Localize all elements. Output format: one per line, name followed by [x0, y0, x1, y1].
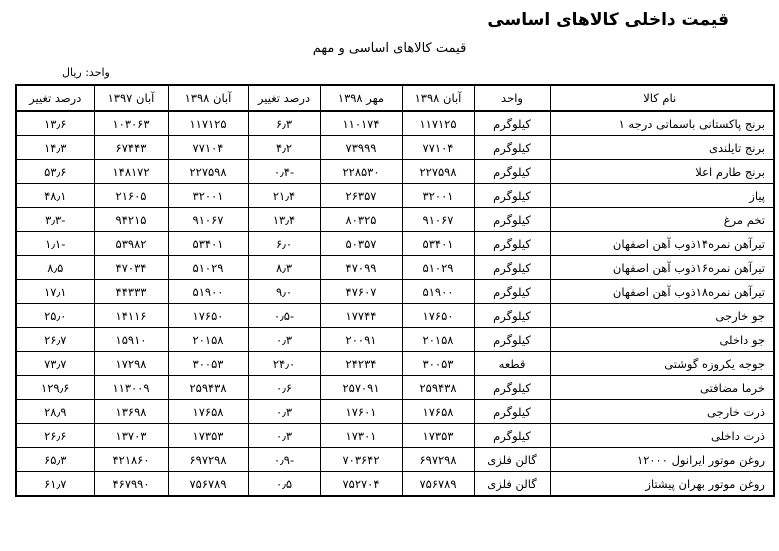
- monthly-change-cell: -۰٫۵: [248, 304, 320, 328]
- price-mehr-1398-cell: ۷۳۹۹۹: [320, 136, 402, 160]
- yearly-change-cell: ۲۶٫۷: [16, 328, 94, 352]
- unit-cell: گالن فلزی: [474, 448, 550, 472]
- header-mehr-1398: مهر ۱۳۹۸: [320, 85, 402, 111]
- price-mehr-1398-cell: ۲۶۳۵۷: [320, 184, 402, 208]
- price-aban-1398-cell: ۲۲۷۵۹۸: [402, 160, 474, 184]
- price-mehr-1398-cell: ۷۵۲۷۰۴: [320, 472, 402, 497]
- price-aban-1398-cell: ۵۱۰۲۹: [402, 256, 474, 280]
- price-mehr-1398-cell: ۱۷۷۴۴: [320, 304, 402, 328]
- price-aban-1398-yoy-cell: ۱۷۶۵۸: [168, 400, 248, 424]
- table-row: [16, 232, 774, 256]
- header-aban-1398: آبان ۱۳۹۸: [402, 85, 474, 111]
- monthly-change-cell: ۲۴٫۰: [248, 352, 320, 376]
- product-name-cell: تیرآهن نمره۱۸ذوب آهن اصفهان: [550, 280, 774, 304]
- price-aban-1398-cell: ۵۳۴۰۱: [402, 232, 474, 256]
- monthly-change-cell: ۶٫۳: [248, 111, 320, 136]
- product-name-cell: جوجه یکروزه گوشتی: [550, 352, 774, 376]
- yearly-change-cell: ۱۷٫۱: [16, 280, 94, 304]
- header-yearly-change: درصد تغییر: [16, 85, 94, 111]
- price-aban-1397-cell: ۲۱۶۰۵: [94, 184, 168, 208]
- product-name-cell: روغن موتور ایرانول ۱۲۰۰۰: [550, 448, 774, 472]
- price-aban-1398-cell: ۲۵۹۴۳۸: [402, 376, 474, 400]
- price-aban-1398-cell: ۱۷۳۵۳: [402, 424, 474, 448]
- yearly-change-cell: ۲۸٫۹: [16, 400, 94, 424]
- price-aban-1398-cell: ۳۰۰۵۳: [402, 352, 474, 376]
- monthly-change-cell: -۰٫۹: [248, 448, 320, 472]
- price-aban-1397-cell: ۴۲۱۸۶۰: [94, 448, 168, 472]
- monthly-change-cell: ۹٫۰: [248, 280, 320, 304]
- price-aban-1398-cell: ۷۵۶۷۸۹: [402, 472, 474, 497]
- page-title: قیمت داخلی کالاهای اساسی: [487, 10, 729, 30]
- price-mehr-1398-cell: ۱۱۰۱۷۴: [320, 111, 402, 136]
- price-mehr-1398-cell: ۲۰۰۹۱: [320, 328, 402, 352]
- price-mehr-1398-cell: ۴۷۰۹۹: [320, 256, 402, 280]
- unit-cell: کیلوگرم: [474, 328, 550, 352]
- product-name-cell: تیرآهن نمره۱۴ذوب آهن اصفهان: [550, 232, 774, 256]
- price-aban-1398-yoy-cell: ۵۱۰۲۹: [168, 256, 248, 280]
- unit-cell: کیلوگرم: [474, 136, 550, 160]
- unit-cell: کیلوگرم: [474, 400, 550, 424]
- yearly-change-cell: ۸٫۵: [16, 256, 94, 280]
- price-aban-1397-cell: ۱۷۲۹۸: [94, 352, 168, 376]
- price-aban-1398-yoy-cell: ۳۰۰۵۳: [168, 352, 248, 376]
- price-aban-1398-cell: ۲۰۱۵۸: [402, 328, 474, 352]
- yearly-change-cell: ۴۸٫۱: [16, 184, 94, 208]
- product-name-cell: ذرت خارجی: [550, 400, 774, 424]
- unit-cell: کیلوگرم: [474, 111, 550, 136]
- price-aban-1398-yoy-cell: ۱۱۷۱۲۵: [168, 111, 248, 136]
- price-mehr-1398-cell: ۲۴۲۳۴: [320, 352, 402, 376]
- price-aban-1397-cell: ۴۷۰۳۴: [94, 256, 168, 280]
- price-aban-1398-cell: ۱۱۷۱۲۵: [402, 111, 474, 136]
- table-row: [16, 352, 774, 376]
- price-aban-1398-yoy-cell: ۱۷۶۵۰: [168, 304, 248, 328]
- price-aban-1398-cell: ۷۷۱۰۴: [402, 136, 474, 160]
- price-mehr-1398-cell: ۱۷۶۰۱: [320, 400, 402, 424]
- monthly-change-cell: ۰٫۵: [248, 472, 320, 497]
- yearly-change-cell: ۷۳٫۷: [16, 352, 94, 376]
- unit-cell: کیلوگرم: [474, 184, 550, 208]
- unit-cell: کیلوگرم: [474, 376, 550, 400]
- price-aban-1398-cell: ۵۱۹۰۰: [402, 280, 474, 304]
- price-aban-1397-cell: ۴۶۷۹۹۰: [94, 472, 168, 497]
- price-aban-1398-yoy-cell: ۳۲۰۰۱: [168, 184, 248, 208]
- table-row: [16, 256, 774, 280]
- product-name-cell: خرما مضافتی: [550, 376, 774, 400]
- product-name-cell: جو داخلی: [550, 328, 774, 352]
- price-aban-1398-yoy-cell: ۲۵۹۴۳۸: [168, 376, 248, 400]
- price-aban-1397-cell: ۱۵۹۱۰: [94, 328, 168, 352]
- table-row: [16, 328, 774, 352]
- table-row: [16, 160, 774, 184]
- yearly-change-cell: ۶۱٫۷: [16, 472, 94, 497]
- unit-cell: کیلوگرم: [474, 424, 550, 448]
- unit-cell: گالن فلزی: [474, 472, 550, 497]
- yearly-change-cell: ۱۴٫۳: [16, 136, 94, 160]
- table-row: [16, 448, 774, 472]
- price-aban-1398-yoy-cell: ۵۱۹۰۰: [168, 280, 248, 304]
- product-name-cell: جو خارجی: [550, 304, 774, 328]
- yearly-change-cell: -۳٫۳: [16, 208, 94, 232]
- price-aban-1397-cell: ۹۴۲۱۵: [94, 208, 168, 232]
- yearly-change-cell: ۱۲۹٫۶: [16, 376, 94, 400]
- table-subtitle: قیمت کالاهای اساسی و مهم: [312, 41, 467, 56]
- header-aban-1397: آبان ۱۳۹۷: [94, 85, 168, 111]
- price-mehr-1398-cell: ۸۰۳۲۵: [320, 208, 402, 232]
- product-name-cell: برنج طارم اعلا: [550, 160, 774, 184]
- price-aban-1398-cell: ۶۹۷۲۹۸: [402, 448, 474, 472]
- price-aban-1397-cell: ۱۴۸۱۷۲: [94, 160, 168, 184]
- monthly-change-cell: ۲۱٫۴: [248, 184, 320, 208]
- header-product-name: نام کالا: [550, 85, 774, 111]
- price-aban-1398-cell: ۱۷۶۵۸: [402, 400, 474, 424]
- yearly-change-cell: -۱٫۱: [16, 232, 94, 256]
- price-aban-1397-cell: ۱۴۱۱۶: [94, 304, 168, 328]
- table-header-row: [16, 85, 774, 111]
- unit-cell: کیلوگرم: [474, 256, 550, 280]
- price-aban-1397-cell: ۱۰۳۰۶۳: [94, 111, 168, 136]
- unit-cell: کیلوگرم: [474, 232, 550, 256]
- price-aban-1398-yoy-cell: ۷۷۱۰۴: [168, 136, 248, 160]
- monthly-change-cell: ۴٫۲: [248, 136, 320, 160]
- price-aban-1398-cell: ۹۱۰۶۷: [402, 208, 474, 232]
- yearly-change-cell: ۶۵٫۳: [16, 448, 94, 472]
- price-mehr-1398-cell: ۴۷۶۰۷: [320, 280, 402, 304]
- price-aban-1398-yoy-cell: ۲۲۷۵۹۸: [168, 160, 248, 184]
- table-row: [16, 136, 774, 160]
- price-mehr-1398-cell: ۱۷۳۰۱: [320, 424, 402, 448]
- table-row: [16, 304, 774, 328]
- price-aban-1398-yoy-cell: ۹۱۰۶۷: [168, 208, 248, 232]
- header-monthly-change: درصد تغییر: [248, 85, 320, 111]
- monthly-change-cell: -۰٫۴: [248, 160, 320, 184]
- product-name-cell: تیرآهن نمره۱۶ذوب آهن اصفهان: [550, 256, 774, 280]
- price-aban-1397-cell: ۱۳۷۰۳: [94, 424, 168, 448]
- price-aban-1398-cell: ۳۲۰۰۱: [402, 184, 474, 208]
- product-name-cell: روغن موتور بهران پیشتاز: [550, 472, 774, 497]
- header-aban-1398-yoy: آبان ۱۳۹۸: [168, 85, 248, 111]
- table-row: [16, 376, 774, 400]
- table-row: [16, 280, 774, 304]
- price-aban-1398-yoy-cell: ۵۳۴۰۱: [168, 232, 248, 256]
- header-unit: واحد: [474, 85, 550, 111]
- monthly-change-cell: ۰٫۶: [248, 376, 320, 400]
- price-mehr-1398-cell: ۲۲۸۵۳۰: [320, 160, 402, 184]
- price-aban-1397-cell: ۱۱۳۰۰۹: [94, 376, 168, 400]
- table-row: [16, 424, 774, 448]
- monthly-change-cell: ۸٫۳: [248, 256, 320, 280]
- price-aban-1398-yoy-cell: ۱۷۳۵۳: [168, 424, 248, 448]
- table-row: [16, 472, 774, 497]
- monthly-change-cell: ۰٫۳: [248, 328, 320, 352]
- price-mehr-1398-cell: ۵۰۳۵۷: [320, 232, 402, 256]
- yearly-change-cell: ۱۳٫۶: [16, 111, 94, 136]
- price-aban-1397-cell: ۵۳۹۸۲: [94, 232, 168, 256]
- price-aban-1398-yoy-cell: ۲۰۱۵۸: [168, 328, 248, 352]
- price-aban-1397-cell: ۶۷۴۴۳: [94, 136, 168, 160]
- price-aban-1397-cell: ۱۳۶۹۸: [94, 400, 168, 424]
- product-name-cell: برنج تایلندی: [550, 136, 774, 160]
- product-name-cell: برنج پاکستانی باسماتی درجه ۱: [550, 111, 774, 136]
- price-aban-1398-yoy-cell: ۷۵۶۷۸۹: [168, 472, 248, 497]
- table-row: [16, 111, 774, 136]
- product-name-cell: تخم مرغ: [550, 208, 774, 232]
- price-table: [15, 84, 775, 497]
- monthly-change-cell: ۶٫۰: [248, 232, 320, 256]
- yearly-change-cell: ۲۶٫۶: [16, 424, 94, 448]
- yearly-change-cell: ۵۳٫۶: [16, 160, 94, 184]
- product-name-cell: ذرت داخلی: [550, 424, 774, 448]
- table-row: [16, 400, 774, 424]
- price-mehr-1398-cell: ۷۰۳۶۴۲: [320, 448, 402, 472]
- unit-cell: کیلوگرم: [474, 160, 550, 184]
- price-mehr-1398-cell: ۲۵۷۰۹۱: [320, 376, 402, 400]
- price-aban-1398-cell: ۱۷۶۵۰: [402, 304, 474, 328]
- unit-cell: کیلوگرم: [474, 280, 550, 304]
- product-name-cell: پیاز: [550, 184, 774, 208]
- monthly-change-cell: ۰٫۳: [248, 400, 320, 424]
- monthly-change-cell: ۰٫۳: [248, 424, 320, 448]
- yearly-change-cell: ۲۵٫۰: [16, 304, 94, 328]
- unit-note: واحد: ریال: [62, 66, 110, 79]
- unit-cell: کیلوگرم: [474, 304, 550, 328]
- table-row: [16, 208, 774, 232]
- price-aban-1398-yoy-cell: ۶۹۷۲۹۸: [168, 448, 248, 472]
- unit-cell: کیلوگرم: [474, 208, 550, 232]
- monthly-change-cell: ۱۳٫۴: [248, 208, 320, 232]
- unit-cell: قطعه: [474, 352, 550, 376]
- price-aban-1397-cell: ۴۴۳۳۳: [94, 280, 168, 304]
- table-row: [16, 184, 774, 208]
